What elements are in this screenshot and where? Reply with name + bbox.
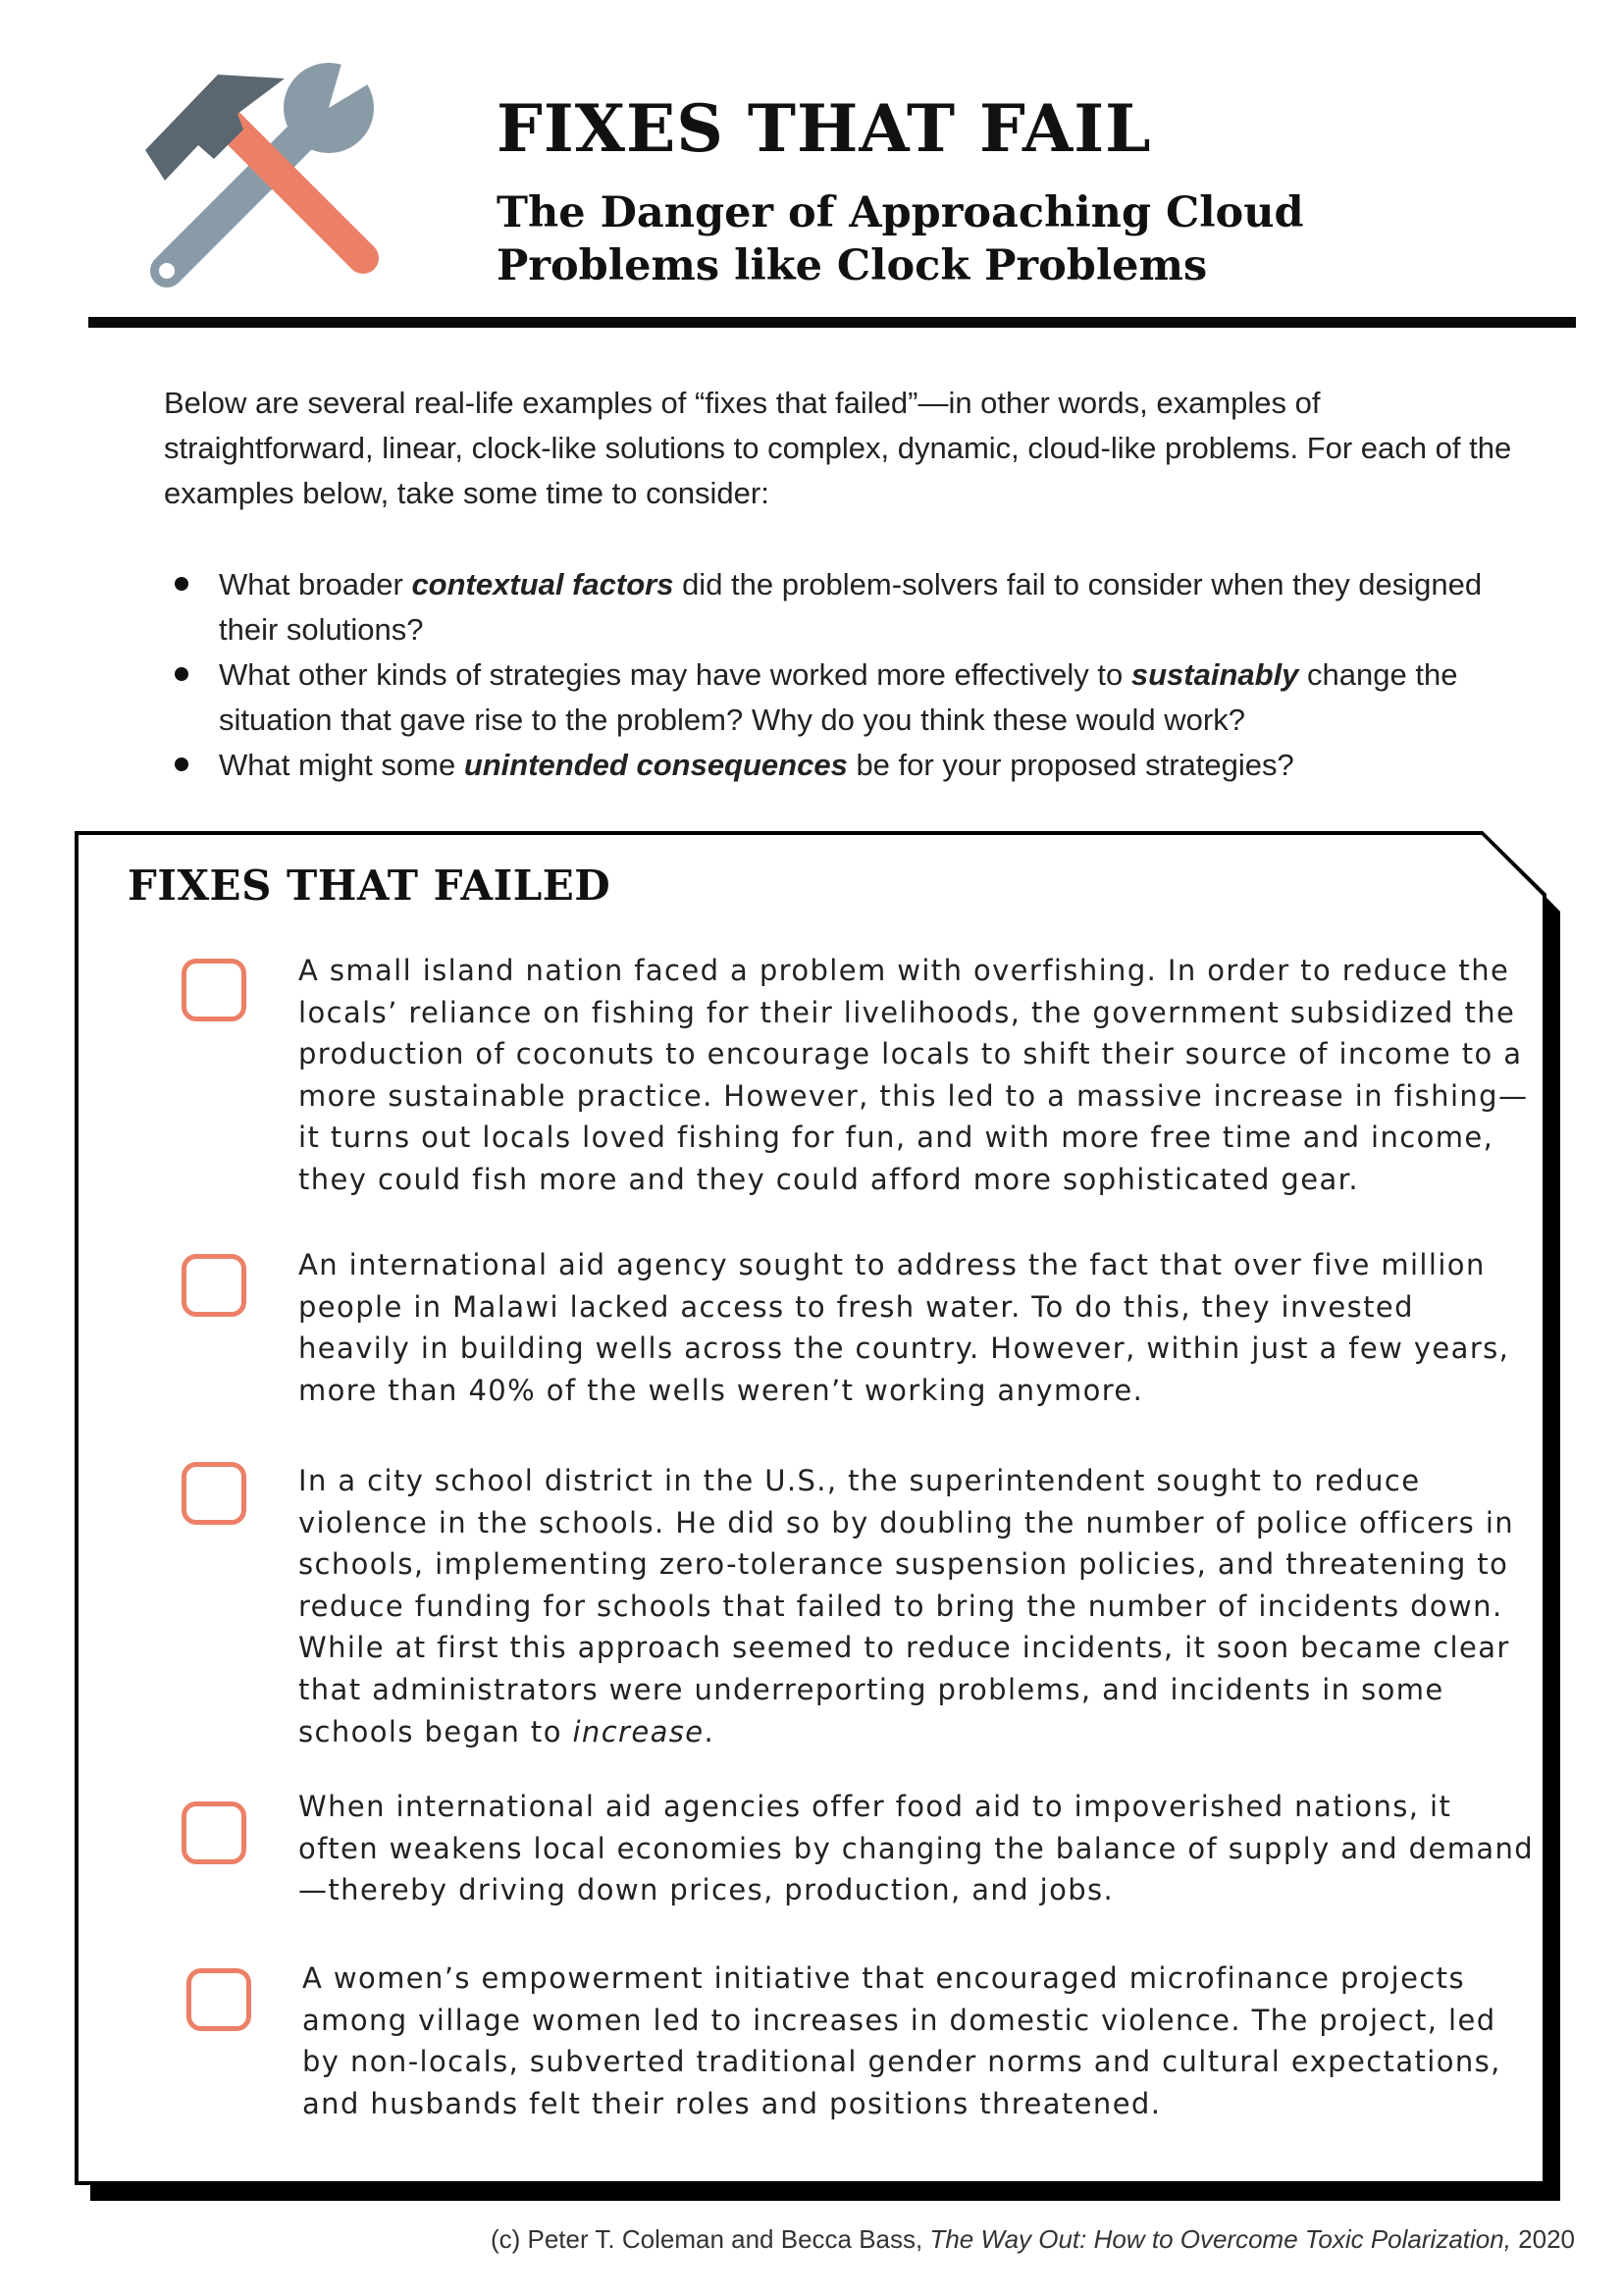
fix-description: In a city school district in the U.S., the superintendent sought to reduce violence in the schools. He did so by doubling the number of police officers in schools, implementing zero-tolerance suspension policies, and threatening to reduce funding for schools that failed to bring the number of incidents down. While at first this approach seemed to reduce incidents, it soon became clear that administrators were underreporting problems, and incidents in some schools began to increase. [298, 1464, 1515, 1748]
fix-checkbox[interactable] [182, 959, 246, 1021]
fix-checkbox[interactable] [186, 1968, 251, 2031]
subtitle-line-2: Problems like Clock Problems [497, 241, 1208, 290]
bullet-icon [175, 667, 188, 681]
fix-description: An international aid agency sought to address the fact that over five million people in Malawi lacked access to fresh water. To do this, they invested heavily in building wells across the country. However, within just a few years, more than 40% of the wells weren’t working anymore. [298, 1248, 1510, 1407]
intro-paragraph: Below are several real-life examples of “fixes that failed”—in other words, examples of straightforward, linear, clock-like solutions to complex, dynamic, cloud-like problems. For each of the examples below, take some time to consider: [164, 386, 1512, 510]
subtitle-line-1: The Danger of Approaching Cloud [497, 188, 1304, 237]
page-title: FIXES THAT FAIL [497, 90, 1152, 167]
fix-checkbox[interactable] [182, 1254, 246, 1317]
hammer-and-wrench-icon [128, 57, 385, 302]
fix-description: A women’s empowerment initiative that encouraged microfinance projects among village women led to increases in domestic violence. The project, led by non-locals, subverted traditional gender norms and cultural expectations, and husbands felt their roles and positions threatened. [302, 1961, 1501, 2120]
fix-checkbox[interactable] [182, 1462, 246, 1525]
question-emphasis: unintended consequences [463, 748, 848, 782]
question-item: What broader contextual factors did the problem-solvers fail to consider when they designed their solutions? [167, 562, 1541, 652]
question-item: What might some unintended consequences be for your proposed strategies? [167, 743, 1541, 788]
question-emphasis: contextual factors [411, 567, 674, 601]
emphasis-text: increase [572, 1714, 705, 1748]
bullet-icon [175, 757, 188, 771]
fix-checkbox[interactable] [182, 1801, 246, 1864]
reflection-questions [167, 562, 1541, 788]
copyright-footer: (c) Peter T. Coleman and Becca Bass, The Way Out: How to Overcome Toxic Polarization, 2020 [490, 2224, 1575, 2254]
fix-description: When international aid agencies offer food aid to impoverished nations, it often weakens local economies by changing the balance of supply and demand—thereby driving down prices, production, and jobs. [298, 1790, 1535, 1907]
fixes-card-title: FIXES THAT FAILED [128, 861, 611, 910]
question-emphasis: sustainably [1130, 657, 1299, 692]
header-divider [88, 317, 1576, 328]
page-subtitle [497, 186, 1380, 292]
book-title: The Way Out: How to Overcome Toxic Polarization, [929, 2224, 1511, 2254]
question-item: What other kinds of strategies may have worked more effectively to sustainably change the situation that gave rise to the problem? Why do you think these would work? [167, 652, 1541, 743]
fix-description: A small island nation faced a problem with overfishing. In order to reduce the locals’ reliance on fishing for their livelihoods, the government subsidized the production of coconuts to encourage locals to shift their source of income to a more sustainable practice. However, this led to a massive increase in fishing—it turns out locals loved fishing for fun, and with more free time and income, they could fish more and they could afford more sophisticated gear. [298, 954, 1529, 1196]
bullet-icon [175, 577, 188, 591]
